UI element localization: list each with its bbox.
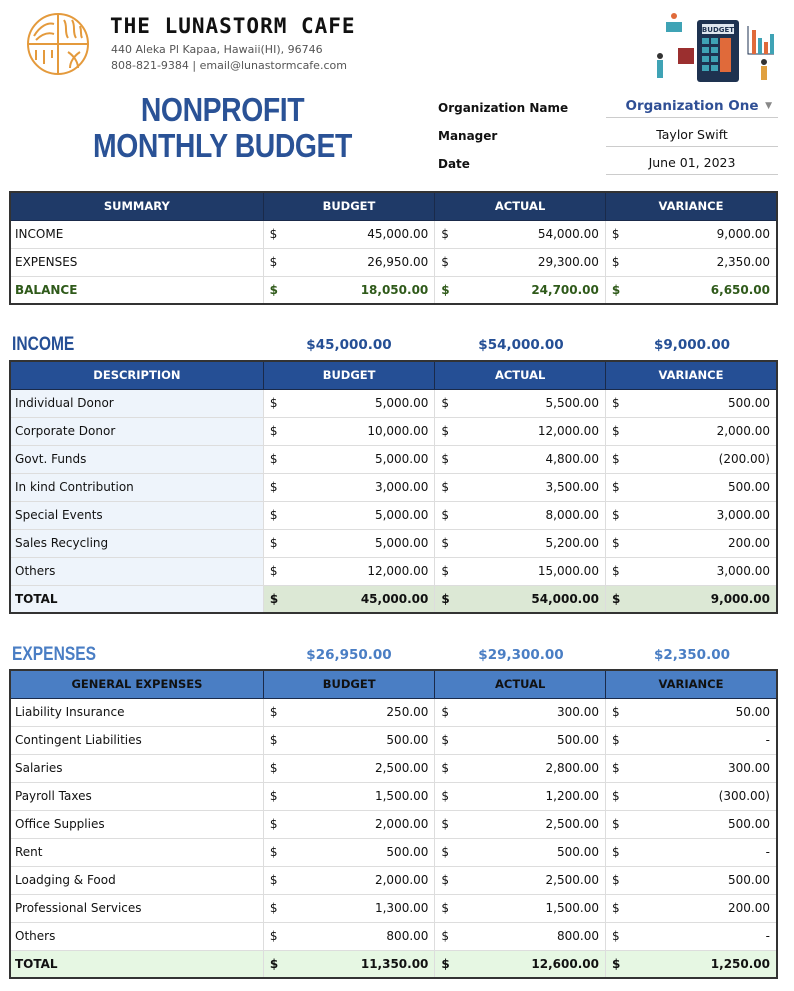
column-header: SUMMARY xyxy=(10,192,263,220)
amount-cell xyxy=(263,950,435,978)
amount-cell xyxy=(435,726,606,754)
amount-cell xyxy=(605,866,777,894)
amount-value: 2,800.00 xyxy=(545,761,599,775)
row-label: Office Supplies xyxy=(10,810,263,838)
amount-value: 12,000.00 xyxy=(537,424,599,438)
amount-value: 800.00 xyxy=(556,929,599,943)
row-label: In kind Contribution xyxy=(10,473,263,501)
amount-value: 15,000.00 xyxy=(537,564,599,578)
amount-cell xyxy=(263,782,435,810)
table-header xyxy=(10,361,777,389)
company-address: 440 Aleka Pl Kapaa, Hawaii(HI), 96746 xyxy=(111,43,323,56)
amount-cell xyxy=(263,417,435,445)
currency-symbol: $ xyxy=(611,255,620,269)
org-name-dropdown[interactable] xyxy=(606,96,778,118)
amount-cell xyxy=(605,220,777,248)
page-title: NONPROFIT MONTHLY BUDGET xyxy=(93,91,352,164)
amount-value: 4,800.00 xyxy=(545,452,599,466)
row-label: Corporate Donor xyxy=(10,417,263,445)
amount-cell xyxy=(263,445,435,473)
amount-cell xyxy=(605,754,777,782)
amount-value: 500.00 xyxy=(728,480,770,494)
currency-symbol: $ xyxy=(269,396,278,410)
table-row xyxy=(10,838,777,866)
currency-symbol: $ xyxy=(611,452,620,466)
amount-value: 300.00 xyxy=(556,705,599,719)
amount-value: 5,200.00 xyxy=(545,536,599,550)
amount-value: 3,500.00 xyxy=(545,480,599,494)
column-header: DESCRIPTION xyxy=(10,361,263,389)
expenses-budget-total: $26,950.00 xyxy=(306,647,392,663)
row-label: Rent xyxy=(10,838,263,866)
expenses-variance-total: $2,350.00 xyxy=(653,647,730,663)
table-row xyxy=(10,866,777,894)
amount-cell xyxy=(605,810,777,838)
amount-cell xyxy=(605,894,777,922)
currency-symbol: $ xyxy=(269,564,278,578)
currency-symbol: $ xyxy=(441,227,449,241)
currency-symbol: $ xyxy=(269,817,278,831)
column-header: VARIANCE xyxy=(605,192,777,220)
amount-value: 500.00 xyxy=(556,845,599,859)
currency-symbol: $ xyxy=(611,536,620,550)
amount-cell xyxy=(435,866,606,894)
table-row xyxy=(10,894,777,922)
row-label: Others xyxy=(10,922,263,950)
amount-cell xyxy=(605,698,777,726)
amount-value: 10,000.00 xyxy=(367,424,429,438)
currency-symbol: $ xyxy=(611,929,620,943)
row-label: Govt. Funds xyxy=(10,445,263,473)
cafe-logo-icon xyxy=(26,12,90,76)
currency-symbol: $ xyxy=(441,789,450,803)
amount-cell xyxy=(263,529,435,557)
amount-cell xyxy=(435,557,606,585)
amount-cell xyxy=(263,248,435,276)
amount-cell xyxy=(605,501,777,529)
amount-value: 2,000.00 xyxy=(374,817,429,831)
currency-symbol: $ xyxy=(269,789,278,803)
amount-value: 500.00 xyxy=(728,873,770,887)
currency-symbol: $ xyxy=(441,845,450,859)
currency-symbol: $ xyxy=(269,227,278,241)
amount-value: 2,000.00 xyxy=(374,873,429,887)
column-header: BUDGET xyxy=(263,361,435,389)
currency-symbol: $ xyxy=(269,282,279,297)
amount-cell xyxy=(435,220,606,248)
expenses-actual-total: $29,300.00 xyxy=(478,647,564,663)
amount-value: 2,500.00 xyxy=(374,761,429,775)
amount-cell xyxy=(435,445,606,473)
currency-symbol: $ xyxy=(611,761,620,775)
row-label: Payroll Taxes xyxy=(10,782,263,810)
table-header xyxy=(10,670,777,698)
row-label: EXPENSES xyxy=(10,248,263,276)
income-variance-total: $9,000.00 xyxy=(653,337,730,353)
illustration-text: BUDGET xyxy=(701,26,735,34)
row-label: Salaries xyxy=(10,754,263,782)
column-header: BUDGET xyxy=(263,670,435,698)
amount-value: 5,500.00 xyxy=(545,396,599,410)
currency-symbol: $ xyxy=(611,396,620,410)
table-row xyxy=(10,389,777,417)
amount-cell xyxy=(605,726,777,754)
currency-symbol: $ xyxy=(269,424,278,438)
row-label: TOTAL xyxy=(10,585,263,613)
row-label: Others xyxy=(10,557,263,585)
currency-symbol: $ xyxy=(441,480,450,494)
expenses-table xyxy=(9,669,778,979)
amount-cell xyxy=(263,838,435,866)
amount-value: 2,500.00 xyxy=(545,817,599,831)
currency-symbol: $ xyxy=(611,873,620,887)
amount-value: 2,500.00 xyxy=(545,873,599,887)
amount-cell xyxy=(435,389,606,417)
currency-symbol: $ xyxy=(441,452,450,466)
currency-symbol: $ xyxy=(611,282,621,297)
manager-label: Manager xyxy=(438,129,498,143)
currency-symbol: $ xyxy=(611,564,620,578)
amount-cell xyxy=(435,810,606,838)
table-row xyxy=(10,585,777,613)
currency-symbol: $ xyxy=(269,845,278,859)
row-label: Contingent Liabilities xyxy=(10,726,263,754)
amount-cell xyxy=(605,557,777,585)
amount-value: 3,000.00 xyxy=(716,508,770,522)
amount-cell xyxy=(435,698,606,726)
currency-symbol: $ xyxy=(441,733,450,747)
amount-value: (300.00) xyxy=(718,789,770,803)
amount-cell xyxy=(435,276,606,304)
currency-symbol: $ xyxy=(611,817,620,831)
amount-value: 500.00 xyxy=(728,817,770,831)
amount-value: - xyxy=(765,733,770,747)
currency-symbol: $ xyxy=(441,591,450,606)
amount-value: 800.00 xyxy=(386,929,429,943)
amount-cell xyxy=(263,557,435,585)
row-label: Special Events xyxy=(10,501,263,529)
currency-symbol: $ xyxy=(269,956,279,971)
currency-symbol: $ xyxy=(269,480,278,494)
row-label: TOTAL xyxy=(10,950,263,978)
table-row xyxy=(10,698,777,726)
row-label: BALANCE xyxy=(10,276,263,304)
currency-symbol: $ xyxy=(269,452,278,466)
table-row xyxy=(10,950,777,978)
income-budget-total: $45,000.00 xyxy=(306,337,392,353)
amount-value: 200.00 xyxy=(728,536,770,550)
amount-value: 500.00 xyxy=(728,396,770,410)
currency-symbol: $ xyxy=(611,901,620,915)
table-row xyxy=(10,276,777,304)
currency-symbol: $ xyxy=(611,845,620,859)
table-row xyxy=(10,473,777,501)
currency-symbol: $ xyxy=(611,733,620,747)
currency-symbol: $ xyxy=(269,733,278,747)
amount-cell xyxy=(263,389,435,417)
amount-value: 9,000.00 xyxy=(710,591,770,606)
amount-value: 50.00 xyxy=(735,705,770,719)
amount-value: 5,000.00 xyxy=(374,396,429,410)
table-row xyxy=(10,501,777,529)
amount-value: 45,000.00 xyxy=(360,591,429,606)
currency-symbol: $ xyxy=(611,424,620,438)
amount-value: 29,300.00 xyxy=(537,255,599,269)
currency-symbol: $ xyxy=(269,591,279,606)
amount-cell xyxy=(263,754,435,782)
currency-symbol: $ xyxy=(269,901,278,915)
currency-symbol: $ xyxy=(441,396,450,410)
currency-symbol: $ xyxy=(611,956,621,971)
amount-value: 2,000.00 xyxy=(716,424,770,438)
currency-symbol: $ xyxy=(611,508,620,522)
row-label: Professional Services xyxy=(10,894,263,922)
amount-cell xyxy=(263,726,435,754)
amount-value: 9,000.00 xyxy=(716,227,770,241)
amount-value: 250.00 xyxy=(386,705,429,719)
amount-value: 1,250.00 xyxy=(710,956,770,971)
amount-value: 8,000.00 xyxy=(545,508,599,522)
amount-value: 5,000.00 xyxy=(374,452,429,466)
column-header: VARIANCE xyxy=(605,361,777,389)
amount-cell xyxy=(605,922,777,950)
amount-cell xyxy=(263,866,435,894)
amount-cell xyxy=(435,501,606,529)
amount-cell xyxy=(263,585,435,613)
amount-value: 3,000.00 xyxy=(374,480,429,494)
currency-symbol: $ xyxy=(269,705,278,719)
amount-cell xyxy=(263,810,435,838)
table-row xyxy=(10,417,777,445)
chevron-down-icon: ▼ xyxy=(765,101,772,111)
company-contact: 808-821-9384 | email@lunastormcafe.com xyxy=(111,59,347,72)
amount-cell xyxy=(605,473,777,501)
amount-value: 18,050.00 xyxy=(360,282,429,297)
amount-value: 26,950.00 xyxy=(367,255,429,269)
amount-value: 2,350.00 xyxy=(716,255,770,269)
amount-value: 500.00 xyxy=(386,733,429,747)
amount-value: 1,500.00 xyxy=(545,901,599,915)
manager-field[interactable]: Taylor Swift xyxy=(606,125,778,147)
table-row xyxy=(10,922,777,950)
amount-cell xyxy=(263,922,435,950)
amount-cell xyxy=(435,417,606,445)
amount-value: 300.00 xyxy=(728,761,770,775)
amount-value: 54,000.00 xyxy=(531,591,599,606)
column-header: ACTUAL xyxy=(435,670,606,698)
currency-symbol: $ xyxy=(441,929,450,943)
currency-symbol: $ xyxy=(269,929,278,943)
currency-symbol: $ xyxy=(441,761,450,775)
amount-cell xyxy=(435,529,606,557)
amount-cell xyxy=(605,445,777,473)
amount-value: 1,200.00 xyxy=(545,789,599,803)
amount-value: 500.00 xyxy=(386,845,429,859)
column-header: GENERAL EXPENSES xyxy=(10,670,263,698)
currency-symbol: $ xyxy=(611,227,620,241)
amount-value: 12,000.00 xyxy=(367,564,429,578)
currency-symbol: $ xyxy=(441,424,450,438)
amount-cell xyxy=(435,248,606,276)
currency-symbol: $ xyxy=(269,536,278,550)
amount-value: 45,000.00 xyxy=(367,227,429,241)
amount-cell xyxy=(605,529,777,557)
amount-cell xyxy=(435,950,606,978)
amount-value: 6,650.00 xyxy=(710,282,770,297)
date-label: Date xyxy=(438,157,470,171)
amount-cell xyxy=(605,417,777,445)
currency-symbol: $ xyxy=(611,705,620,719)
amount-cell xyxy=(605,838,777,866)
currency-symbol: $ xyxy=(441,956,450,971)
currency-symbol: $ xyxy=(441,873,450,887)
amount-value: - xyxy=(765,845,770,859)
table-row xyxy=(10,529,777,557)
currency-symbol: $ xyxy=(441,536,450,550)
currency-symbol: $ xyxy=(441,817,450,831)
currency-symbol: $ xyxy=(269,255,278,269)
column-header: VARIANCE xyxy=(605,670,777,698)
currency-symbol: $ xyxy=(441,564,450,578)
table-row xyxy=(10,557,777,585)
column-header: ACTUAL xyxy=(435,192,606,220)
amount-cell xyxy=(263,220,435,248)
amount-cell xyxy=(605,248,777,276)
amount-cell xyxy=(263,473,435,501)
amount-cell xyxy=(263,276,435,304)
amount-cell xyxy=(435,838,606,866)
org-name-value: Organization One xyxy=(625,98,759,114)
amount-cell xyxy=(263,501,435,529)
amount-value: 12,600.00 xyxy=(531,956,599,971)
column-header: BUDGET xyxy=(263,192,435,220)
currency-symbol: $ xyxy=(269,508,278,522)
currency-symbol: $ xyxy=(441,901,450,915)
amount-value: (200.00) xyxy=(718,452,770,466)
amount-cell xyxy=(605,585,777,613)
amount-value: 3,000.00 xyxy=(716,564,770,578)
amount-value: 5,000.00 xyxy=(374,536,429,550)
currency-symbol: $ xyxy=(611,591,621,606)
table-row xyxy=(10,248,777,276)
amount-value: 1,500.00 xyxy=(374,789,429,803)
amount-value: 54,000.00 xyxy=(537,227,599,241)
amount-cell xyxy=(263,698,435,726)
income-table xyxy=(9,360,778,614)
amount-cell xyxy=(435,473,606,501)
company-name: THE LUNASTORM CAFE xyxy=(110,14,356,38)
amount-cell xyxy=(435,922,606,950)
org-name-label: Organization Name xyxy=(438,101,569,115)
amount-value: 5,000.00 xyxy=(374,508,429,522)
row-label: Sales Recycling xyxy=(10,529,263,557)
amount-cell xyxy=(435,894,606,922)
currency-symbol: $ xyxy=(269,761,278,775)
budget-illustration-icon xyxy=(652,6,777,84)
income-actual-total: $54,000.00 xyxy=(478,337,564,353)
currency-symbol: $ xyxy=(611,789,620,803)
amount-value: 24,700.00 xyxy=(531,282,599,297)
currency-symbol: $ xyxy=(441,282,450,297)
currency-symbol: $ xyxy=(441,255,449,269)
row-label: Loadging & Food xyxy=(10,866,263,894)
row-label: Individual Donor xyxy=(10,389,263,417)
table-row xyxy=(10,754,777,782)
income-section-title: INCOME xyxy=(12,334,75,355)
amount-cell xyxy=(435,782,606,810)
amount-value: 1,300.00 xyxy=(374,901,429,915)
row-label: Liability Insurance xyxy=(10,698,263,726)
expenses-section-title: EXPENSES xyxy=(12,644,96,665)
table-row xyxy=(10,782,777,810)
amount-value: 500.00 xyxy=(556,733,599,747)
currency-symbol: $ xyxy=(441,705,450,719)
amount-cell xyxy=(605,950,777,978)
currency-symbol: $ xyxy=(269,873,278,887)
amount-value: 200.00 xyxy=(728,901,770,915)
amount-cell xyxy=(263,894,435,922)
amount-cell xyxy=(605,276,777,304)
table-row xyxy=(10,726,777,754)
currency-symbol: $ xyxy=(611,480,620,494)
summary-table xyxy=(9,191,778,305)
amount-value: - xyxy=(765,929,770,943)
table-row xyxy=(10,810,777,838)
table-row xyxy=(10,220,777,248)
amount-cell xyxy=(435,585,606,613)
currency-symbol: $ xyxy=(441,508,450,522)
table-header xyxy=(10,192,777,220)
amount-cell xyxy=(435,754,606,782)
table-row xyxy=(10,445,777,473)
amount-cell xyxy=(605,389,777,417)
row-label: INCOME xyxy=(10,220,263,248)
column-header: ACTUAL xyxy=(435,361,606,389)
amount-value: 11,350.00 xyxy=(360,956,429,971)
amount-cell xyxy=(605,782,777,810)
date-field[interactable]: June 01, 2023 xyxy=(606,153,778,175)
